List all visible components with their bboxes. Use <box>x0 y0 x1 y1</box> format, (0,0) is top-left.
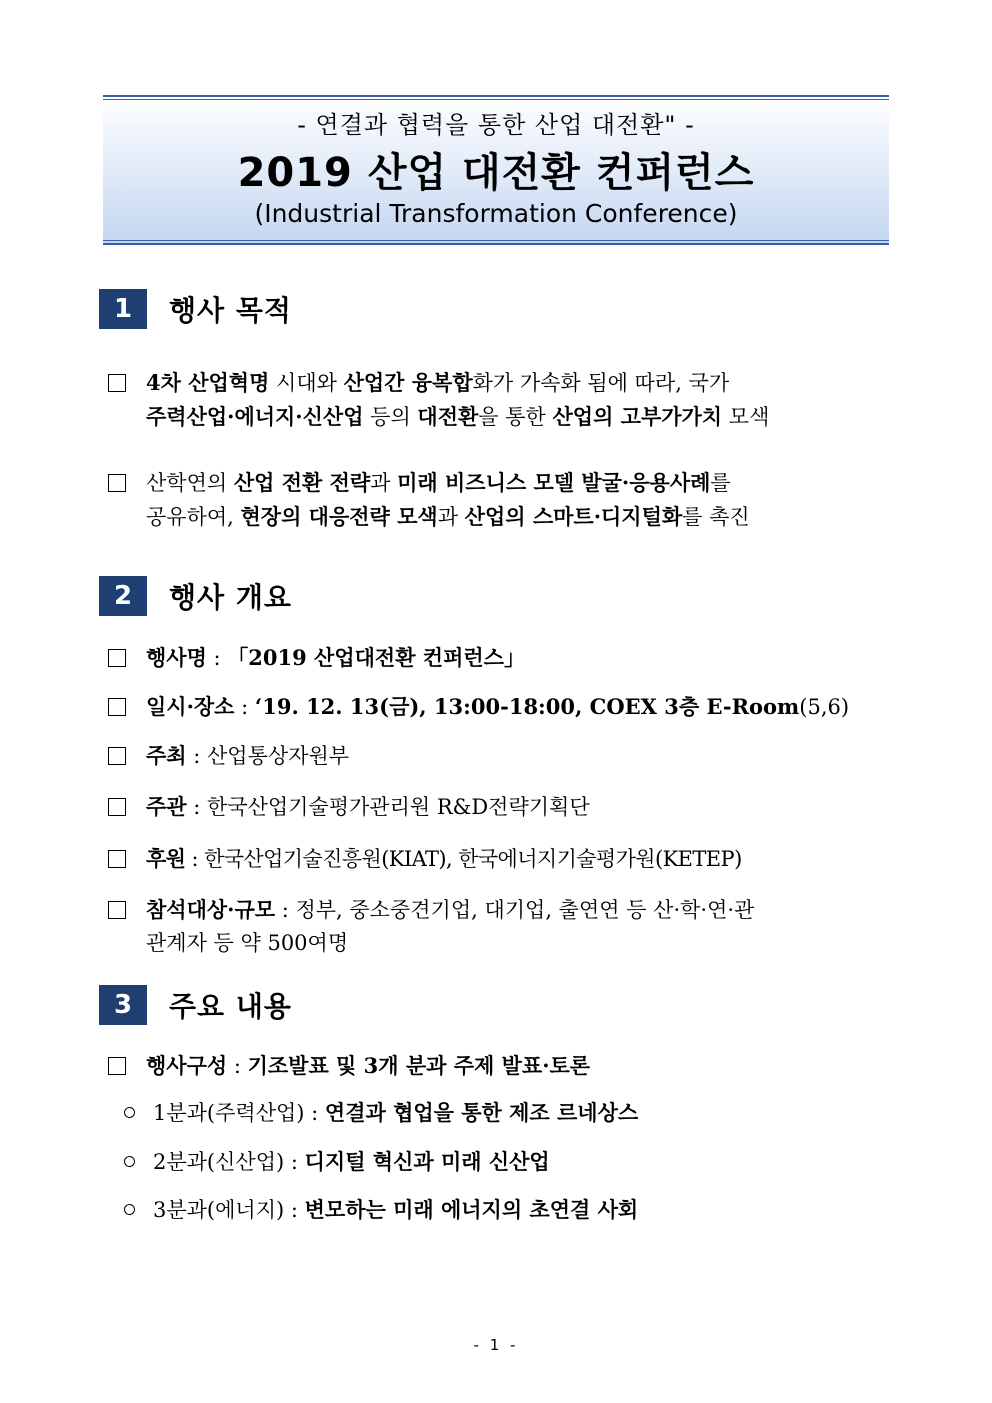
overview-sponsor-text <box>146 842 898 876</box>
field-label: 주관 <box>146 794 187 819</box>
overview-organizer-text <box>146 790 898 824</box>
field-separator: : <box>284 1198 305 1222</box>
field-separator: : <box>185 847 205 871</box>
section-label: 주요 내용 <box>169 990 292 1023</box>
plain-text: 시대와 <box>269 371 344 395</box>
contents-composition-text <box>146 1049 898 1083</box>
emphasis-text: 산업의 스마트·디지털화 <box>464 504 683 529</box>
checkbox-square-icon <box>108 747 126 765</box>
session-name: 1분과(주력산업) <box>153 1101 305 1125</box>
field-value-continued: 관계자 등 약 500여명 <box>146 931 349 955</box>
circle-bullet-icon <box>124 1204 135 1215</box>
field-value: 「2019 산업대전환 컨퍼런스」 <box>227 645 525 670</box>
plain-text: 화가 가속화 됨에 따라, 국가 <box>472 371 730 395</box>
section-number: 2 <box>99 576 147 616</box>
title-bottom-rule-thin <box>103 240 889 241</box>
plain-text: 과 <box>437 505 465 529</box>
checkbox-square-icon <box>108 901 126 919</box>
checkbox-square-icon <box>108 474 126 492</box>
session-topic: 연결과 협업을 통한 제조 르네상스 <box>324 1100 639 1125</box>
title-box <box>103 95 889 245</box>
emphasis-text: 현장의 대응전략 모색 <box>240 504 438 529</box>
plain-text: 등의 <box>363 405 418 429</box>
overview-host <box>108 739 898 773</box>
field-label: 후원 <box>146 846 186 871</box>
checkbox-square-icon <box>108 1057 126 1075</box>
circle-bullet-icon <box>124 1107 135 1118</box>
field-separator: : <box>304 1101 325 1125</box>
plain-text: 를 <box>710 471 731 495</box>
section-header-contents <box>99 985 292 1025</box>
contents-composition <box>108 1049 898 1083</box>
circle-bullet-icon <box>124 1156 135 1167</box>
plain-text: 를 촉진 <box>682 505 750 529</box>
section-number: 3 <box>99 985 147 1025</box>
section-header-overview <box>99 576 292 616</box>
field-label: 일시·장소 <box>146 694 235 719</box>
field-separator: : <box>186 744 208 768</box>
field-value: ‘19. 12. 13(금), 13:00-18:00, COEX 3층 E-Room <box>254 694 800 719</box>
checkbox-square-icon <box>108 798 126 816</box>
overview-event-name-text <box>146 641 898 675</box>
overview-organizer <box>108 790 898 824</box>
overview-event-name <box>108 641 898 675</box>
overview-participants <box>108 893 898 960</box>
field-value: 한국산업기술진흥원(KIAT), 한국에너지기술평가원(KETEP) <box>204 847 742 871</box>
plain-text: 모색 <box>722 405 770 429</box>
emphasis-text: 대전환 <box>417 404 479 429</box>
overview-sponsor <box>108 842 898 876</box>
checkbox-square-icon <box>108 649 126 667</box>
field-label: 주최 <box>146 743 187 768</box>
document-subtitle: - 연결과 협력을 통한 산업 대전환" - <box>297 111 695 139</box>
purpose-item-1-line-1 <box>146 366 898 400</box>
field-separator: : <box>186 795 208 819</box>
plain-text: 을 통한 <box>478 405 553 429</box>
purpose-item-1 <box>108 366 898 434</box>
session-topic: 변모하는 미래 에너지의 초연결 사회 <box>304 1197 639 1222</box>
page-number: - 1 - <box>473 1336 519 1354</box>
title-top-rule-thin <box>103 99 889 100</box>
field-value: 기조발표 및 3개 분과 주제 발표·토론 <box>247 1053 591 1078</box>
field-label: 참석대상·규모 <box>146 897 276 922</box>
field-separator: : <box>234 695 255 719</box>
overview-participants-line-1 <box>146 893 898 927</box>
session-item-1 <box>124 1096 638 1130</box>
session-item-2 <box>124 1145 550 1179</box>
purpose-item-2 <box>108 466 898 534</box>
plain-text: 과 <box>370 471 398 495</box>
purpose-item-2-line-1 <box>146 466 898 500</box>
section-number: 1 <box>99 289 147 329</box>
session-name: 3분과(에너지) <box>153 1198 285 1222</box>
emphasis-text: 4차 산업혁명 <box>146 370 270 395</box>
field-value: 정부, 중소중견기업, 대기업, 출연연 등 산·학·연·관 <box>295 898 755 922</box>
emphasis-text: 주력산업·에너지·신산업 <box>146 404 364 429</box>
checkbox-square-icon <box>108 698 126 716</box>
emphasis-text: 산업 전환 전략 <box>233 470 371 495</box>
title-bottom-rule <box>103 243 889 245</box>
document-english-title: (Industrial Transformation Conference) <box>254 199 738 228</box>
overview-host-text <box>146 739 898 773</box>
field-value: 한국산업기술평가관리원 R&D전략기획단 <box>207 795 590 819</box>
emphasis-text: 산업간 융복합 <box>343 370 473 395</box>
checkbox-square-icon <box>108 850 126 868</box>
field-label: 행사구성 <box>146 1053 228 1078</box>
field-label: 행사명 <box>146 645 207 670</box>
field-separator: : <box>284 1150 305 1174</box>
purpose-item-2-line-2 <box>146 500 898 534</box>
session-item-3 <box>124 1193 638 1227</box>
session-topic: 디지털 혁신과 미래 신산업 <box>304 1149 550 1174</box>
field-value: 산업통상자원부 <box>207 744 350 768</box>
emphasis-text: 미래 비즈니스 모델 발굴·응용사례 <box>397 470 711 495</box>
session-name: 2분과(신산업) <box>153 1150 285 1174</box>
plain-text: 산학연의 <box>146 471 234 495</box>
overview-datetime <box>108 690 898 724</box>
field-value-suffix: (5,6) <box>799 695 850 719</box>
plain-text: 공유하여, <box>146 505 241 529</box>
title-top-rule <box>103 95 889 97</box>
section-label: 행사 개요 <box>169 581 292 614</box>
checkbox-square-icon <box>108 374 126 392</box>
section-header-purpose <box>99 289 292 329</box>
document-title: 2019 산업 대전환 컨퍼런스 <box>237 150 755 196</box>
overview-participants-line-2 <box>146 927 898 960</box>
field-separator: : <box>206 646 228 670</box>
field-separator: : <box>275 898 296 922</box>
section-label: 행사 목적 <box>169 294 292 327</box>
overview-datetime-text <box>146 690 898 724</box>
purpose-item-1-line-2 <box>146 400 898 434</box>
field-separator: : <box>227 1054 248 1078</box>
emphasis-text: 산업의 고부가가치 <box>552 404 723 429</box>
